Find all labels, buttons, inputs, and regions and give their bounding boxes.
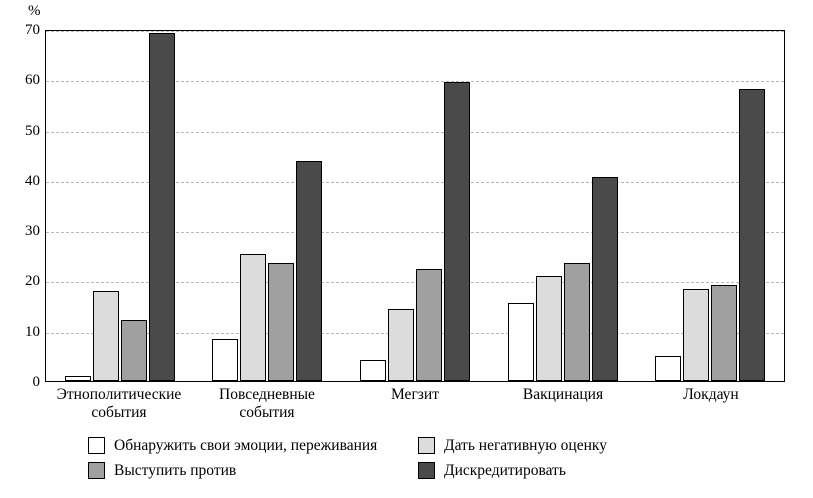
bar: [121, 320, 147, 381]
bar: [683, 289, 709, 381]
x-axis-category-label-line: Вакцинация: [522, 386, 604, 403]
legend-label: Обнаружить свои эмоции, переживания: [114, 437, 378, 454]
legend-label: Выступить против: [114, 462, 237, 479]
x-axis-category-label: [193, 386, 341, 432]
bar: [93, 291, 119, 382]
bar: [739, 89, 765, 381]
y-axis-tick-label: 0: [32, 374, 40, 390]
bar: [65, 376, 91, 381]
y-axis-tick-labels: [0, 22, 40, 390]
legend-item: [418, 437, 748, 454]
plot-area: [45, 30, 785, 382]
bar-groups: [46, 31, 784, 381]
bar-group: [212, 31, 322, 381]
x-axis-category-label: [341, 386, 489, 432]
legend-swatch: [88, 462, 105, 479]
bar: [444, 82, 470, 381]
legend-label: Дать негативную оценку: [444, 437, 607, 454]
bar: [296, 161, 322, 381]
x-axis-category-label: [489, 386, 637, 432]
bar: [416, 269, 442, 381]
legend-label: Дискредитировать: [444, 462, 566, 479]
bar: [711, 285, 737, 381]
y-axis-tick-label: 70: [25, 22, 40, 38]
x-axis-category-label: [45, 386, 193, 432]
legend-swatch: [88, 437, 105, 454]
x-axis-category-label-line: события: [91, 404, 147, 421]
bar: [268, 263, 294, 381]
bar: [212, 339, 238, 381]
bar-group: [508, 31, 618, 381]
legend-item: [88, 437, 418, 454]
legend-swatch: [418, 462, 435, 479]
bar: [508, 303, 534, 381]
x-axis-category-label-line: события: [239, 404, 295, 421]
bar: [149, 33, 175, 381]
bar: [388, 309, 414, 381]
y-axis-tick-label: 60: [25, 72, 40, 89]
x-axis-category-label: [637, 386, 785, 432]
y-axis-tick-label: 40: [25, 172, 40, 189]
legend-item: [418, 462, 748, 479]
legend-item: [88, 462, 418, 479]
y-axis-unit-label: %: [28, 3, 41, 19]
x-axis-category-label-line: Повседневные: [219, 386, 315, 403]
bar: [536, 276, 562, 381]
y-axis-tick-label: 50: [25, 122, 40, 139]
x-axis-category-label-line: Этнополитические: [56, 386, 182, 403]
bar: [564, 263, 590, 381]
x-axis-category-label-line: Локдаун: [683, 386, 739, 403]
y-axis-tick-label: 10: [25, 323, 40, 340]
chart-legend: [88, 437, 748, 479]
bar: [240, 254, 266, 381]
bar: [360, 360, 386, 381]
bar: [655, 356, 681, 381]
y-axis-tick-label: 20: [25, 273, 40, 290]
bar: [592, 177, 618, 381]
x-axis-category-labels: [45, 386, 785, 432]
bar-group: [360, 31, 470, 381]
bar-group: [655, 31, 765, 381]
y-axis-tick-label: 30: [25, 223, 40, 240]
bar-group: [65, 31, 175, 381]
x-axis-category-label-line: Мегзит: [390, 386, 439, 403]
legend-swatch: [418, 437, 435, 454]
